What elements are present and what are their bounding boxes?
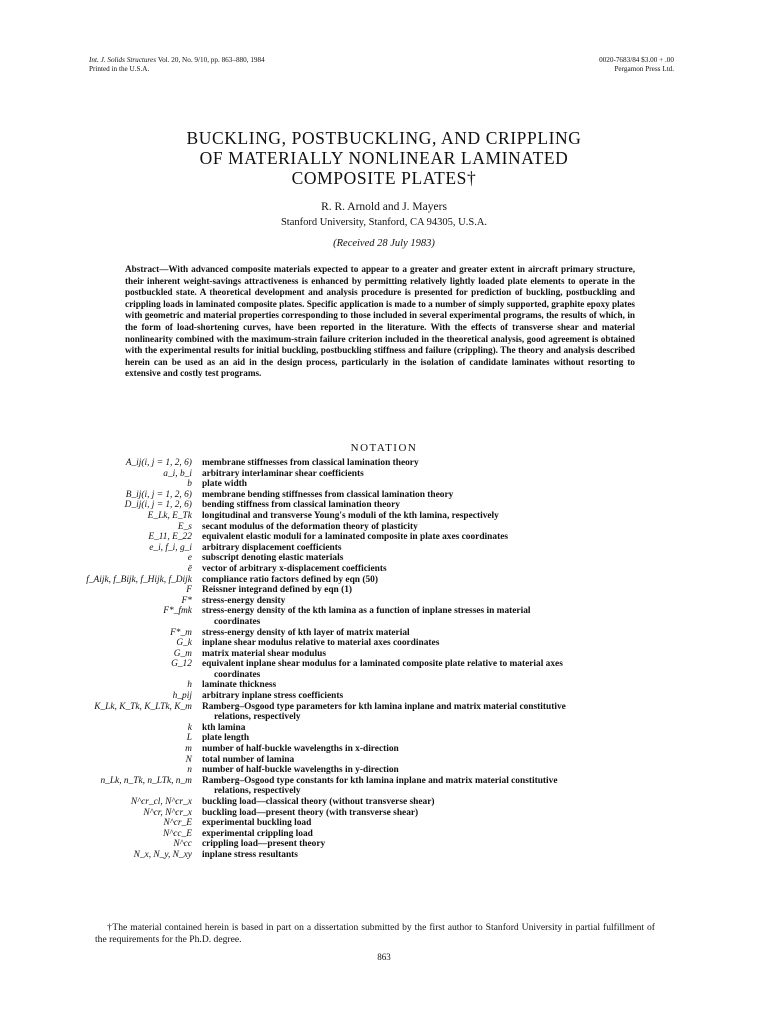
notation-symbol: N^cc_E bbox=[162, 828, 192, 839]
price-code: 0020-7683/84 $3.00 + .00 bbox=[599, 56, 674, 64]
notation-symbol: K_Lk, K_Tk, K_LTk, K_m bbox=[94, 701, 192, 712]
notation-definition-text: secant modulus of the deformation theory of plasticity bbox=[201, 521, 418, 532]
notation-symbol: e bbox=[187, 553, 192, 564]
notation-definition bbox=[198, 744, 680, 755]
notation-row bbox=[80, 606, 680, 627]
notation-definition bbox=[198, 733, 680, 744]
notation-definition bbox=[198, 532, 680, 543]
journal-name: Int. J. Solids Structures bbox=[89, 56, 157, 64]
notation-definition-text: arbitrary interlaminar shear coefficients bbox=[201, 468, 364, 479]
page-number: 863 bbox=[377, 952, 391, 962]
notation-row bbox=[80, 839, 680, 850]
notation-definition bbox=[198, 564, 680, 575]
notation-definition bbox=[198, 638, 680, 649]
notation-symbol: F bbox=[186, 585, 192, 596]
running-header-left bbox=[89, 56, 265, 74]
notation-definition-text: inplane shear modulus relative to material axes coordinates bbox=[201, 638, 440, 649]
notation-definition-continuation: relations, respectively bbox=[213, 712, 301, 723]
notation-definition-text: experimental buckling load bbox=[201, 818, 312, 829]
affiliation: Stanford University, Stanford, CA 94305, U.S.A. bbox=[280, 217, 488, 228]
notation-row bbox=[80, 850, 680, 861]
notation-symbol: f_Aijk, f_Bijk, f_Hijk, f_Dijk bbox=[86, 574, 192, 585]
notation-row bbox=[80, 543, 680, 554]
notation-definition bbox=[198, 702, 680, 723]
notation-definition-text: matrix material shear modulus bbox=[201, 648, 326, 659]
notation-symbol: m bbox=[185, 744, 192, 755]
notation-symbol: ē bbox=[187, 563, 192, 574]
notation-row bbox=[80, 723, 680, 734]
notation-row bbox=[80, 575, 680, 586]
notation-row bbox=[80, 829, 680, 840]
notation-row bbox=[80, 797, 680, 808]
notation-definition bbox=[198, 818, 680, 829]
notation-definition-text: buckling load—present theory (with transverse shear) bbox=[201, 807, 419, 818]
notation-definition-text: crippling load—present theory bbox=[201, 839, 326, 850]
notation-definition bbox=[198, 511, 680, 522]
notation-row bbox=[80, 490, 680, 501]
notation-definition bbox=[198, 680, 680, 691]
notation-symbol: B_ij(i, j = 1, 2, 6) bbox=[125, 489, 192, 500]
footnote: †The material contained herein is based in part on a dissertation submitted by the first author to Stanford University in partial fulfillment of the requirements for the Ph.D. degree. bbox=[95, 922, 655, 945]
notation-definition-text: stress-energy density of the kth lamina as a function of inplane stresses in material bbox=[201, 606, 531, 617]
notation-definition bbox=[198, 776, 680, 797]
publisher: Pergamon Press Ltd. bbox=[614, 65, 674, 73]
notation-symbol: E_Lk, E_Tk bbox=[147, 510, 192, 521]
notation-row bbox=[80, 500, 680, 511]
notation-definition-text: stress-energy density bbox=[201, 595, 286, 606]
journal-citation: Vol. 20, No. 9/10, pp. 863–880, 1984 bbox=[157, 56, 265, 64]
notation-symbol: G_12 bbox=[171, 659, 192, 670]
notation-row bbox=[80, 776, 680, 797]
title-line-3: COMPOSITE PLATES† bbox=[291, 168, 477, 188]
notation-symbol: G_k bbox=[176, 638, 192, 649]
notation-symbol: N^cc bbox=[173, 839, 192, 850]
notation-row bbox=[80, 458, 680, 469]
notation-symbol: E_s bbox=[177, 521, 192, 532]
notation-definition-text: Reissner integrand defined by eqn (1) bbox=[201, 585, 353, 596]
notation-symbol: h bbox=[187, 680, 192, 691]
notation-definition-text: number of half-buckle wavelengths in y-direction bbox=[201, 765, 399, 776]
notation-definition bbox=[198, 628, 680, 639]
notation-definition-text: Ramberg–Osgood type constants for kth lamina inplane and matrix material constitutive bbox=[201, 775, 558, 786]
notation-definition bbox=[198, 850, 680, 861]
notation-definition-text: equivalent inplane shear modulus for a laminated composite plate relative to material axes bbox=[201, 659, 563, 670]
notation-symbol: k bbox=[187, 722, 192, 733]
notation-definition bbox=[198, 469, 680, 480]
notation-symbol: N_x, N_y, N_xy bbox=[133, 849, 192, 860]
notation-definition bbox=[198, 839, 680, 850]
notation-symbol: e_i, f_i, g_i bbox=[149, 542, 192, 553]
notation-definition-text: subscript denoting elastic materials bbox=[201, 553, 344, 564]
notation-symbol: N^cr_cl, N^cr_x bbox=[130, 797, 192, 807]
notation-row bbox=[80, 691, 680, 702]
notation-row bbox=[80, 744, 680, 755]
notation-symbol: N^cr, N^cr_x bbox=[143, 807, 192, 818]
notation-definition-text: membrane bending stiffnesses from classical lamination theory bbox=[201, 489, 454, 500]
author-names: R. R. Arnold and J. Mayers bbox=[321, 201, 447, 213]
notation-definition bbox=[198, 490, 680, 501]
notation-row bbox=[80, 532, 680, 543]
notation-definition bbox=[198, 797, 680, 808]
notation-definition bbox=[198, 596, 680, 607]
notation-definition-text: laminate thickness bbox=[201, 680, 277, 691]
paper-title bbox=[84, 128, 684, 188]
notation-definition-text: Ramberg–Osgood type parameters for kth lamina inplane and matrix material constitutive bbox=[201, 701, 566, 712]
notation-definition bbox=[198, 458, 680, 469]
notation-table bbox=[80, 458, 680, 861]
notation-row bbox=[80, 808, 680, 819]
notation-row bbox=[80, 628, 680, 639]
notation-row bbox=[80, 659, 680, 680]
notation-definition bbox=[198, 649, 680, 660]
notation-definition bbox=[198, 522, 680, 533]
notation-definition-text: number of half-buckle wavelengths in x-direction bbox=[201, 744, 399, 755]
notation-definition bbox=[198, 606, 680, 627]
notation-definition bbox=[198, 755, 680, 766]
notation-definition-text: membrane stiffnesses from classical lamination theory bbox=[201, 458, 419, 468]
notation-symbol: L bbox=[186, 733, 192, 744]
notation-row bbox=[80, 585, 680, 596]
notation-definition bbox=[198, 479, 680, 490]
notation-definition-text: total number of lamina bbox=[201, 754, 295, 765]
notation-definition-text: plate width bbox=[201, 479, 247, 490]
notation-row bbox=[80, 638, 680, 649]
notation-row bbox=[80, 818, 680, 829]
abstract-text: —With advanced composite materials expected to appear to a greater and greater extent in aircraft primary structure, their inherent weight-savings attractiveness is enhanced by permitting relatively lightly loaded plate elements to operate in the postbuckled state. A theoretical development and analysis procedure is presented for prediction of buckling, postbuckling and crippling loads in laminated composite plates. Specific application is made to a number of simply supported, graphite epoxy plates with geometric and material properties corresponding to those included in several experimental programs, the results of which, in the form of load-shortening curves, have been reported in the literature. With the effects of transverse shear and material nonlinearity combined with the maximum-strain failure criterion included in the theoretical analysis, good agreement is obtained with the experimental results for initial buckling, postbuckling stiffness and failure (crippling). The theory and analysis described herein can be used as an aid in the design process, particularly in the isolation of candidate laminates without resorting to extensive and costly test programs. bbox=[125, 264, 635, 379]
notation-definition bbox=[198, 659, 680, 680]
notation-symbol: a_i, b_i bbox=[163, 468, 192, 479]
running-header-right bbox=[599, 56, 674, 74]
abstract-label: Abstract bbox=[125, 264, 160, 274]
notation-symbol: N^cr_E bbox=[163, 818, 192, 829]
notation-definition-text: vector of arbitrary x-displacement coefficients bbox=[201, 563, 387, 574]
notation-row bbox=[80, 469, 680, 480]
notation-definition bbox=[198, 500, 680, 511]
notation-definition bbox=[198, 829, 680, 840]
notation-symbol: h_pij bbox=[172, 691, 192, 702]
notation-definition-text: arbitrary inplane stress coefficients bbox=[201, 691, 344, 702]
notation-row bbox=[80, 702, 680, 723]
notation-definition-text: buckling load—classical theory (without transverse shear) bbox=[201, 797, 435, 807]
notation-symbol: G_m bbox=[173, 648, 192, 659]
notation-definition-text: compliance ratio factors defined by eqn (50) bbox=[201, 574, 378, 585]
notation-definition bbox=[198, 723, 680, 734]
notation-definition bbox=[198, 543, 680, 554]
notation-symbol: E_11, E_22 bbox=[148, 532, 192, 543]
notation-row bbox=[80, 564, 680, 575]
title-line-1: BUCKLING, POSTBUCKLING, AND CRIPPLING bbox=[186, 128, 582, 148]
notation-symbol: F*_fmk bbox=[163, 606, 192, 617]
notation-symbol: F*_m bbox=[170, 627, 192, 638]
notation-row bbox=[80, 649, 680, 660]
notation-definition bbox=[198, 691, 680, 702]
notation-symbol: n_Lk, n_Tk, n_LTk, n_m bbox=[100, 775, 192, 786]
notation-definition-continuation: coordinates bbox=[213, 616, 261, 627]
notation-symbol: A_ij(i, j = 1, 2, 6) bbox=[125, 458, 192, 468]
notation-symbol: N bbox=[185, 754, 192, 765]
notation-row bbox=[80, 733, 680, 744]
notation-definition-text: bending stiffness from classical lamination theory bbox=[201, 500, 400, 511]
notation-row bbox=[80, 553, 680, 564]
title-line-2: OF MATERIALLY NONLINEAR LAMINATED bbox=[199, 148, 569, 168]
notation-row bbox=[80, 765, 680, 776]
notation-heading: NOTATION bbox=[350, 442, 418, 454]
notation-row bbox=[80, 522, 680, 533]
notation-definition bbox=[198, 575, 680, 586]
notation-definition-text: experimental crippling load bbox=[201, 828, 313, 839]
notation-definition-text: inplane stress resultants bbox=[201, 849, 298, 860]
notation-definition bbox=[198, 553, 680, 564]
notation-definition bbox=[198, 585, 680, 596]
printed-location: Printed in the U.S.A. bbox=[89, 65, 150, 73]
notation-row bbox=[80, 479, 680, 490]
notation-row bbox=[80, 596, 680, 607]
notation-definition-text: equivalent elastic moduli for a laminated composite in plate axes coordinates bbox=[201, 532, 508, 543]
notation-definition-continuation: relations, respectively bbox=[213, 786, 301, 797]
notation-definition-continuation: coordinates bbox=[213, 669, 261, 680]
notation-definition-text: longitudinal and transverse Young's moduli of the kth lamina, respectively bbox=[201, 510, 499, 521]
notation-row bbox=[80, 511, 680, 522]
notation-symbol: D_ij(i, j = 1, 2, 6) bbox=[124, 500, 192, 511]
received-date: (Received 28 July 1983) bbox=[333, 238, 435, 249]
notation-definition-text: arbitrary displacement coefficients bbox=[201, 542, 342, 553]
notation-definition-text: stress-energy density of kth layer of matrix material bbox=[201, 627, 410, 638]
notation-symbol: F* bbox=[181, 595, 192, 606]
notation-definition-text: plate length bbox=[201, 733, 250, 744]
notation-row bbox=[80, 680, 680, 691]
notation-definition bbox=[198, 765, 680, 776]
notation-row bbox=[80, 755, 680, 766]
abstract bbox=[125, 264, 635, 380]
notation-symbol: b bbox=[187, 479, 192, 490]
notation-definition-text: kth lamina bbox=[201, 722, 246, 733]
notation-definition bbox=[198, 808, 680, 819]
notation-symbol: n bbox=[187, 765, 192, 776]
